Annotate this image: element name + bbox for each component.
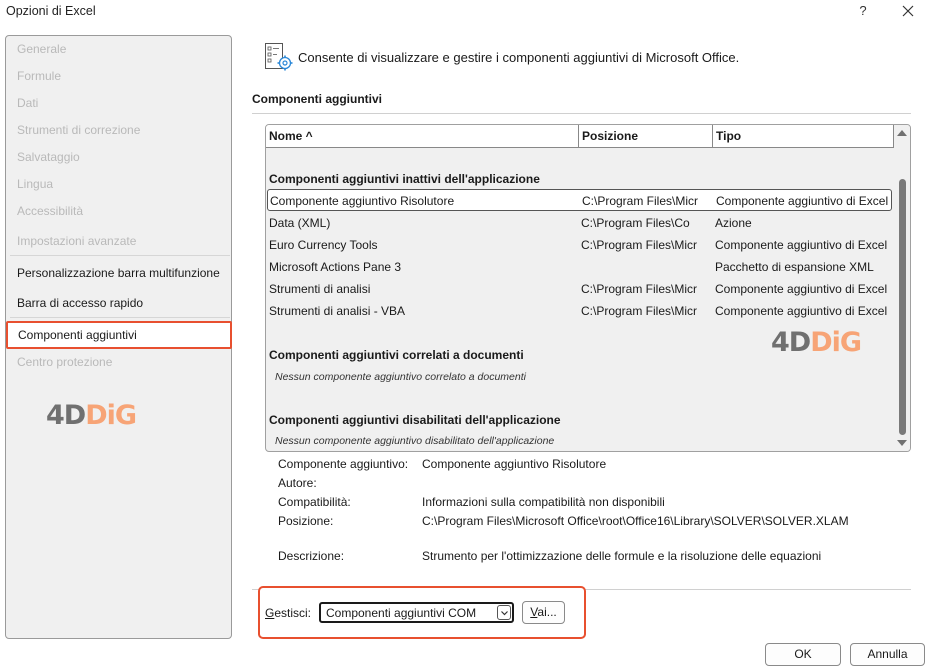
detail-value-location: C:\Program Files\Microsoft Office\root\Office16\Library\SOLVER\SOLVER.XLAM	[422, 514, 849, 528]
close-button[interactable]	[899, 2, 917, 20]
group-title-inactive: Componenti aggiuntivi inattivi dell'applicazione	[269, 172, 540, 186]
sidebar-divider	[10, 317, 230, 318]
window-title: Opzioni di Excel	[6, 4, 96, 18]
group-title-document: Componenti aggiuntivi correlati a documenti	[269, 348, 524, 362]
sidebar-item-formule[interactable]: Formule	[17, 69, 62, 83]
addins-list[interactable]	[265, 124, 911, 452]
detail-value-description: Strumento per l'ottimizzazione delle formule e la risoluzione delle equazioni	[422, 549, 822, 563]
page-description: Consente di visualizzare e gestire i componenti aggiuntivi di Microsoft Office.	[298, 50, 740, 65]
sidebar-item-generale[interactable]: Generale	[17, 42, 67, 56]
section-title: Componenti aggiuntivi	[252, 92, 382, 106]
table-row[interactable]: Strumenti di analisi - VBA C:\Program Files\Micr Componente aggiuntivo di Excel	[269, 304, 888, 318]
sidebar-item-lingua[interactable]: Lingua	[17, 177, 54, 191]
table-row[interactable]: Microsoft Actions Pane 3 Pacchetto di espansione XML	[269, 260, 874, 274]
detail-label-description: Descrizione:	[278, 549, 345, 563]
section-divider	[252, 113, 911, 114]
sidebar-item-personalizzazione-barra[interactable]: Personalizzazione barra multifunzione	[17, 266, 220, 280]
detail-label-compatibility: Compatibilità:	[278, 495, 351, 509]
sidebar-item-centro-protezione[interactable]: Centro protezione	[17, 355, 113, 369]
table-row[interactable]: Euro Currency Tools C:\Program Files\Micr Componente aggiuntivo di Excel	[269, 238, 888, 252]
sidebar-item-componenti-aggiuntivi[interactable]	[6, 321, 232, 349]
scrollbar-thumb[interactable]	[899, 179, 906, 435]
chevron-down-icon[interactable]	[497, 605, 511, 620]
cancel-button[interactable]: Annulla	[850, 643, 925, 666]
sidebar-item-label: Componenti aggiuntivi	[18, 328, 137, 342]
go-button[interactable]: Vai...	[522, 601, 565, 624]
sidebar-item-barra-accesso-rapido[interactable]: Barra di accesso rapido	[17, 296, 144, 310]
manage-dropdown-value: Componenti aggiuntivi COM	[326, 606, 477, 620]
manage-label: Gestisci:	[265, 606, 312, 620]
column-header-nome[interactable]: Nome ^	[266, 125, 579, 147]
ok-button[interactable]: OK	[765, 643, 841, 666]
sidebar-item-strumenti-correzione[interactable]: Strumenti di correzione	[17, 123, 141, 137]
watermark-logo: 4DDiG	[771, 327, 862, 358]
help-button[interactable]: ?	[859, 3, 867, 18]
addins-gear-icon	[264, 42, 294, 72]
column-header-posizione[interactable]: Posizione	[579, 125, 713, 147]
close-icon	[899, 2, 917, 20]
detail-label-location: Posizione:	[278, 514, 334, 528]
table-row[interactable]: Strumenti di analisi C:\Program Files\Micr Componente aggiuntivo di Excel	[269, 282, 888, 296]
sidebar-item-accessibilita[interactable]: Accessibilità	[17, 204, 84, 218]
empty-message: Nessun componente aggiuntivo disabilitato dell'applicazione	[275, 435, 555, 447]
manage-dropdown[interactable]	[319, 602, 514, 623]
sidebar-nav	[5, 35, 232, 639]
vertical-scrollbar[interactable]	[894, 125, 910, 451]
scroll-down-arrow-icon[interactable]	[897, 440, 907, 446]
detail-label-addin: Componente aggiuntivo:	[278, 457, 409, 471]
table-row[interactable]: Componente aggiuntivo Risolutore C:\Program Files\Micr Componente aggiuntivo di Excel	[267, 189, 892, 211]
sidebar-divider	[10, 255, 230, 256]
table-header	[266, 125, 894, 148]
scroll-up-arrow-icon[interactable]	[897, 130, 907, 136]
column-header-tipo[interactable]: Tipo	[716, 129, 742, 143]
detail-label-author: Autore:	[278, 476, 317, 490]
detail-value-addin: Componente aggiuntivo Risolutore	[422, 457, 607, 471]
sidebar-item-dati[interactable]: Dati	[17, 96, 39, 110]
empty-message: Nessun componente aggiuntivo correlato a documenti	[275, 371, 526, 383]
sidebar-item-salvataggio[interactable]: Salvataggio	[17, 150, 80, 164]
table-row[interactable]: Data (XML) C:\Program Files\Co Azione	[269, 216, 752, 230]
watermark-logo: 4DDiG	[46, 400, 137, 431]
group-title-disabled: Componenti aggiuntivi disabilitati dell'applicazione	[269, 413, 561, 427]
sidebar-item-impostazioni-avanzate[interactable]: Impostazioni avanzate	[17, 234, 137, 248]
detail-value-compatibility: Informazioni sulla compatibilità non disponibili	[422, 495, 665, 509]
